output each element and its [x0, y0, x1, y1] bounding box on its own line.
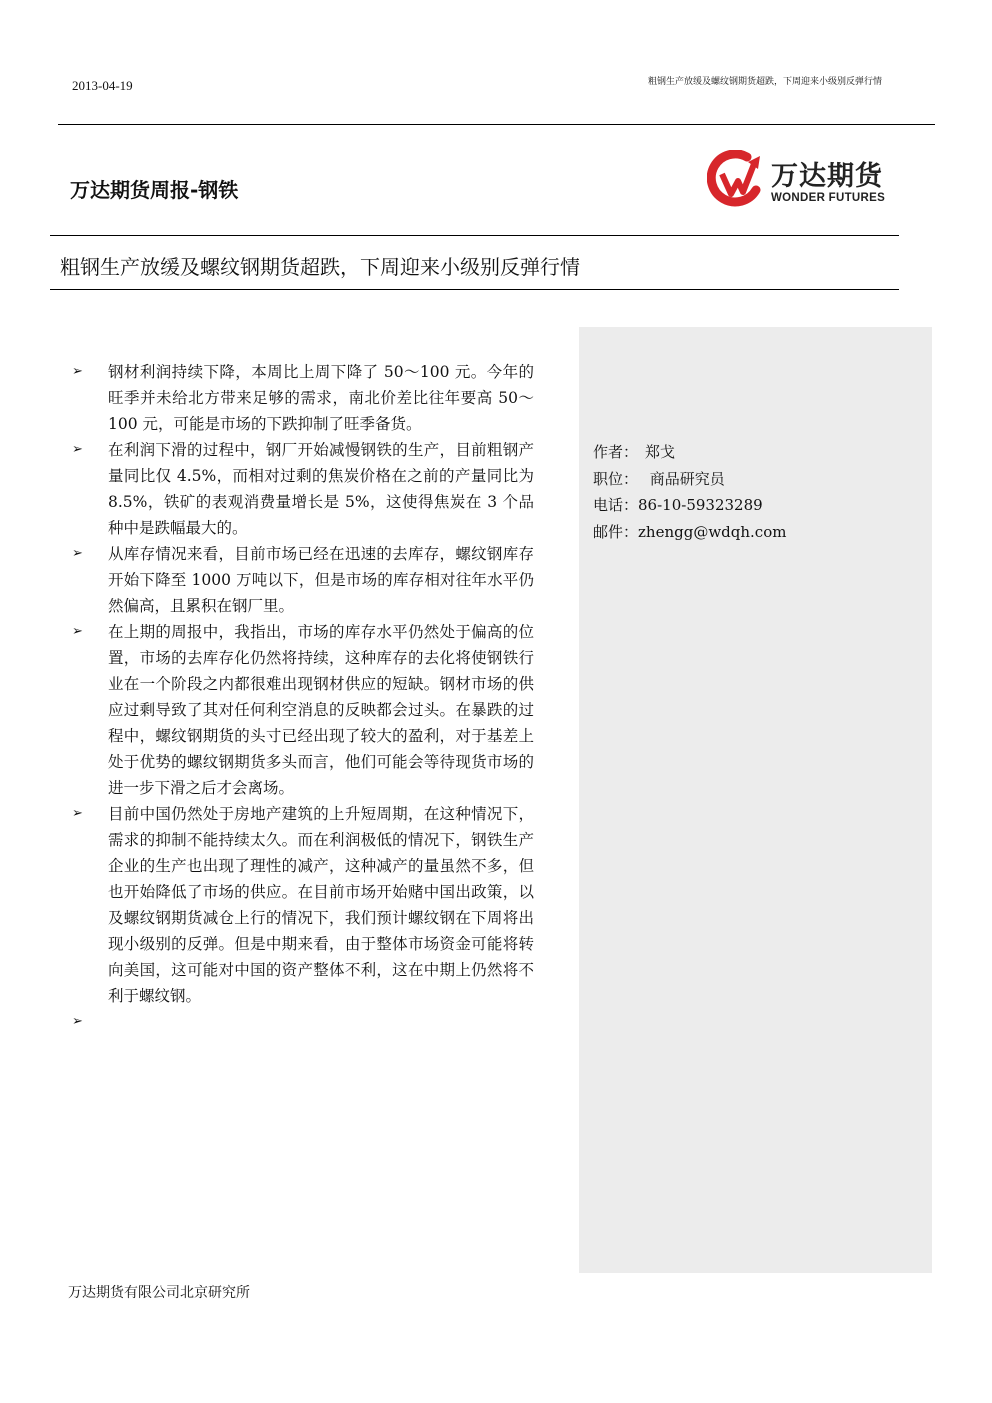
bullet-text: 在利润下滑的过程中，钢厂开始减慢钢铁的生产，目前粗钢产量同比仅 4.5%，而相对过剩的焦炭价格在之前的产量同比为 8.5%，铁矿的表观消费量增长是 5%，这使得焦炭在 3 个品种中是跌幅最大的。	[108, 441, 534, 537]
bullet-item	[68, 619, 534, 801]
author-name-row	[593, 439, 786, 466]
bullet-text: 在上期的周报中，我指出，市场的库存水平仍然处于偏高的位置，市场的去库存化仍然将持续，这种库存的去化将使钢铁行业在一个阶段之内都很难出现钢材供应的短缺。钢材市场的供应过剩导致了其对任何利空消息的反映都会过头。在暴跌的过程中，螺纹钢期货的头寸已经出现了较大的盈利，对于基差上处于优势的螺纹钢期货多头而言，他们可能会等待现货市场的进一步下滑之后才会离场。	[108, 623, 534, 797]
bullet-list	[68, 359, 534, 1029]
arrow-bullet-icon: ➢	[72, 624, 83, 639]
header-date: 2013-04-19	[72, 78, 133, 93]
headline-top-divider	[50, 235, 899, 236]
headline: 粗钢生产放缓及螺纹钢期货超跌，下周迎来小级别反弹行情	[60, 255, 580, 279]
author-phone: 86-10-59323289	[638, 496, 763, 514]
header-running-title: 粗钢生产放缓及螺纹钢期货超跌，下周迎来小级别反弹行情	[647, 77, 882, 87]
bullet-item	[68, 541, 534, 619]
bullet-text: 钢材利润持续下降，本周比上周下降了 50～100 元。今年的旺季并未给北方带来足够的需求，南北价差比往年要高 50～100 元，可能是市场的下跌抑制了旺季备货。	[108, 363, 534, 433]
author-sidebar	[579, 327, 932, 1273]
author-title-row	[593, 466, 786, 493]
bullet-text: 目前中国仍然处于房地产建筑的上升短周期，在这种情况下，需求的抑制不能持续太久。而在利润极低的情况下，钢铁生产企业的生产也出现了理性的减产，这种减产的量虽然不多，但也开始降低了市场的供应。在目前市场开始赌中国出政策，以及螺纹钢期货减仓上行的情况下，我们预计螺纹钢在下周将出现小级别的反弹。但是中期来看，由于整体市场资金可能将转向美国，这可能对中国的资产整体不利，这在中期上仍然将不利于螺纹钢。	[108, 805, 534, 1005]
author-title: 商品研究员	[649, 469, 725, 488]
author-name-label: 作者：	[593, 443, 639, 461]
arrow-bullet-icon: ➢	[72, 1014, 83, 1029]
bullet-item	[68, 437, 534, 541]
arrow-bullet-icon: ➢	[72, 806, 83, 821]
author-title-label: 职位：	[593, 469, 639, 488]
author-name: 郑戈	[645, 443, 676, 461]
wonder-futures-logo-icon	[707, 150, 765, 210]
company-logo	[707, 150, 917, 212]
arrow-bullet-icon: ➢	[72, 546, 83, 561]
bullet-item	[68, 801, 534, 1009]
author-phone-row	[593, 492, 786, 519]
headline-bottom-divider	[50, 289, 899, 290]
author-email-row	[593, 519, 786, 546]
bullet-item	[68, 359, 534, 437]
report-title: 万达期货周报-钢铁	[70, 178, 239, 202]
author-email[interactable]: zhengg@wdqh.com	[638, 522, 787, 541]
bullet-text: 从库存情况来看，目前市场已经在迅速的去库存，螺纹钢库存开始下降至 1000 万吨以下，但是市场的库存相对往年水平仍然偏高，且累积在钢厂里。	[108, 545, 534, 615]
header-divider	[58, 124, 935, 125]
arrow-bullet-icon: ➢	[72, 442, 83, 457]
author-info	[593, 439, 786, 545]
author-phone-label: 电话：	[593, 496, 639, 514]
author-email-label: 邮件：	[593, 522, 639, 541]
footer-company: 万达期货有限公司北京研究所	[68, 1285, 250, 1301]
arrow-bullet-icon: ➢	[72, 364, 83, 379]
logo-name-cn: 万达期货	[771, 161, 883, 192]
logo-name-en: WONDER FUTURES	[771, 192, 886, 204]
